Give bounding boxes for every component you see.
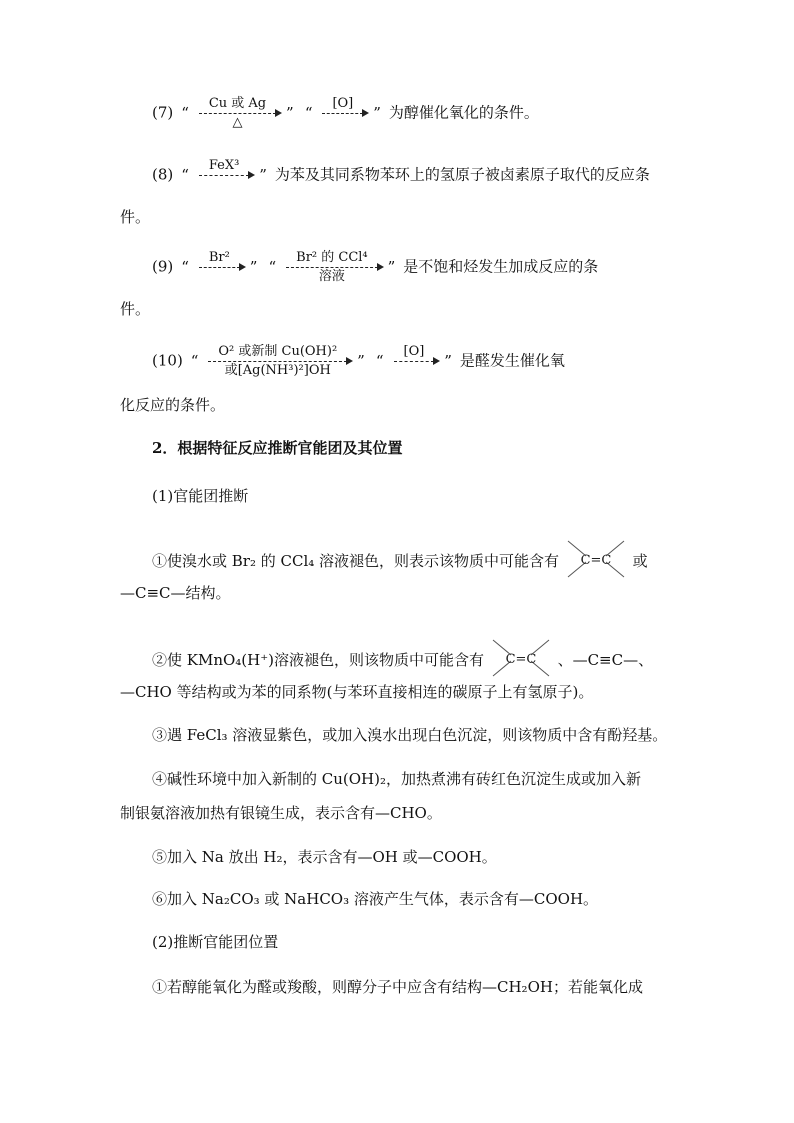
quote-close: ” <box>444 351 452 370</box>
quote-close: ” <box>373 103 381 122</box>
arrow-shaft <box>286 267 378 268</box>
arrow-shaft <box>199 267 240 268</box>
arrow-top-label: [O] <box>332 96 354 111</box>
arrow-top-label: FeX³ <box>208 158 240 173</box>
reaction-arrow-o <box>394 344 435 379</box>
paragraph-4: ④碱性环境中加入新制的 Cu(OH)₂，加热煮沸有砖红色沉淀生成或加入新 <box>152 770 642 788</box>
item-text: 为醇催化氧化的条件。 <box>388 103 539 122</box>
reaction-arrow-cu-ag <box>199 96 276 131</box>
arrow-top-label: Br² <box>208 250 230 265</box>
paragraph-2-continuation: —CHO 等结构或为苯的同系物(与苯环直接相连的碳原子上有氢原子)。 <box>120 683 594 701</box>
item-9 <box>152 250 598 285</box>
arrow-bottom-label: 溶液 <box>318 269 345 284</box>
quote-open: “ <box>181 165 189 184</box>
paragraph-1 <box>152 537 648 587</box>
paragraph-text: ①使溴水或 Br₂ 的 CCl₄ 溶液褪色，则表示该物质中可能含有 <box>152 552 560 570</box>
item-text: 是不饱和烃发生加成反应的条 <box>403 257 599 276</box>
reaction-arrow-o <box>322 96 363 131</box>
paragraph-3: ③遇 FeCl₃ 溶液显紫色，或加入溴水出现白色沉淀，则该物质中含有酚羟基。 <box>152 726 668 744</box>
arrow-top-label: Cu 或 Ag <box>208 96 267 111</box>
paragraph-text: 、—C≡C—、 <box>557 651 654 669</box>
arrow-bottom-label: △ <box>232 115 243 130</box>
paragraph-text: 或 <box>632 552 648 570</box>
quote-open: “ <box>181 257 189 276</box>
quote-open: “ <box>268 257 277 276</box>
arrow-shaft <box>199 175 249 176</box>
section-heading: 2．根据特征反应推断官能团及其位置 <box>152 439 403 457</box>
paragraph-4-continuation: 制银氨溶液加热有银镜生成，表示含有—CHO。 <box>120 804 442 822</box>
arrow-bottom-label <box>199 177 249 193</box>
arrow-bottom-label <box>322 115 363 131</box>
item-10-continuation: 化反应的条件。 <box>120 396 226 414</box>
quote-open: “ <box>181 103 189 122</box>
quote-open: “ <box>304 103 313 122</box>
arrow-shaft <box>208 361 347 362</box>
quote-close: ” <box>259 165 267 184</box>
item-number: (9) <box>152 257 174 276</box>
paragraph-2 <box>152 636 653 686</box>
arrow-shaft <box>394 361 435 362</box>
item-10 <box>152 344 565 379</box>
item-number: (8) <box>152 165 174 184</box>
svg-text:C=C: C=C <box>580 553 612 568</box>
reaction-arrow-fex3 <box>199 158 249 193</box>
subsection-heading: (1)官能团推断 <box>152 487 249 505</box>
item-number: (7) <box>152 103 174 122</box>
arrow-top-label: Br² 的 CCl⁴ <box>296 250 368 265</box>
paragraph-text: ②使 KMnO₄(H⁺)溶液褪色，则该物质中可能含有 <box>152 651 485 669</box>
arrow-top-label: [O] <box>403 344 425 359</box>
quote-close: ” <box>357 351 365 370</box>
paragraph-1-continuation: —C≡C—结构。 <box>120 584 231 602</box>
arrow-bottom-label <box>199 269 240 285</box>
arrow-bottom-label <box>394 363 435 379</box>
item-7 <box>152 96 539 131</box>
item-9-continuation: 件。 <box>120 300 151 318</box>
paragraph-6: ⑥加入 Na₂CO₃ 或 NaHCO₃ 溶液产生气体，表示含有—COOH。 <box>152 890 599 908</box>
arrow-shaft <box>199 113 276 114</box>
quote-close: ” <box>286 103 294 122</box>
quote-close: ” <box>249 257 258 276</box>
item-8-continuation: 件。 <box>120 208 151 226</box>
item-text: 是醛发生催化氧 <box>459 351 565 370</box>
arrow-bottom-label: 或[Ag(NH³)²]OH <box>224 363 331 378</box>
alkene-structure-icon <box>564 537 628 587</box>
item-text: 为苯及其同系物苯环上的氢原子被卤素原子取代的反应条 <box>274 165 650 184</box>
paragraph-5: ⑤加入 Na 放出 H₂，表示含有—OH 或—COOH。 <box>152 848 497 866</box>
reaction-arrow-br2 <box>199 250 240 285</box>
reaction-arrow-br2-ccl4 <box>286 250 378 285</box>
arrow-shaft <box>322 113 363 114</box>
item-8 <box>152 158 650 193</box>
alkene-structure-icon <box>489 636 553 686</box>
paragraph-7: ①若醇能氧化为醛或羧酸，则醇分子中应含有结构—CH₂OH；若能氧化成 <box>152 978 643 996</box>
quote-close: ” <box>387 257 396 276</box>
svg-text:C=C: C=C <box>505 652 537 667</box>
arrow-top-label: O² 或新制 Cu(OH)² <box>218 344 338 359</box>
quote-open: “ <box>375 351 384 370</box>
item-number: (10) <box>152 351 183 370</box>
subsection-heading: (2)推断官能团位置 <box>152 933 279 951</box>
quote-open: “ <box>190 351 199 370</box>
reaction-arrow-o2-cuoh2 <box>208 344 347 379</box>
